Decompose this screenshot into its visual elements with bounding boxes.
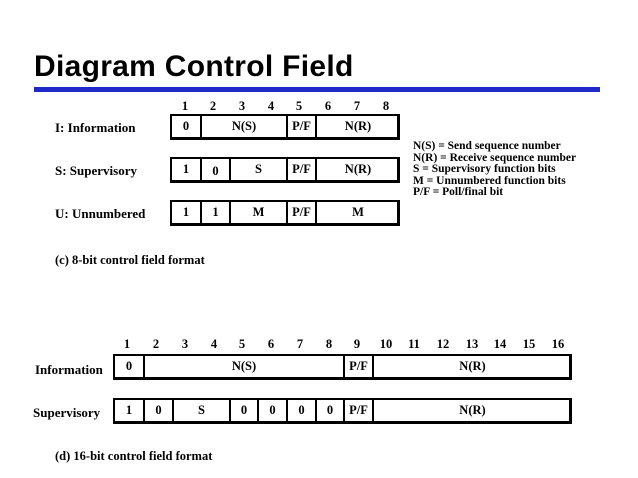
field-bit-1: 1 bbox=[182, 162, 190, 176]
field-ns: N(S) bbox=[143, 356, 343, 377]
frame-s-supervisory bbox=[170, 157, 400, 183]
legend-item: S = Supervisory function bits bbox=[413, 163, 556, 175]
bit-number: 11 bbox=[408, 337, 420, 351]
legend bbox=[413, 141, 576, 199]
bit-number: 16 bbox=[551, 337, 565, 351]
field-pf: P/F bbox=[286, 116, 315, 137]
bit-number: 13 bbox=[465, 337, 479, 351]
bit-number: 8 bbox=[325, 337, 333, 351]
field-m: M bbox=[315, 202, 399, 223]
field-bit-0: 0 bbox=[182, 119, 190, 133]
bit-number: 1 bbox=[123, 337, 131, 351]
field-reserved-0: 0 bbox=[315, 400, 343, 421]
page-title: Diagram Control Field bbox=[34, 50, 354, 83]
bit-number: 4 bbox=[267, 99, 275, 113]
bit-number: 3 bbox=[181, 337, 189, 351]
field-nr: N(R) bbox=[372, 356, 571, 377]
title-underline bbox=[34, 87, 600, 92]
field-pf: P/F bbox=[343, 356, 372, 377]
row-label-i-information: I: Information bbox=[55, 120, 136, 135]
field-pf: P/F bbox=[286, 202, 315, 223]
bit-number: 6 bbox=[267, 337, 275, 351]
legend-item: N(S) = Send sequence number bbox=[413, 140, 561, 152]
field-bit-0: 0 bbox=[125, 359, 133, 373]
bit-number: 8 bbox=[382, 99, 390, 113]
field-reserved-0: 0 bbox=[229, 400, 257, 421]
bit-number: 9 bbox=[353, 337, 361, 351]
row-label-information: Information bbox=[35, 362, 103, 377]
bit-number: 10 bbox=[379, 337, 393, 351]
row-label-supervisory: Supervisory bbox=[33, 405, 101, 420]
field-bit-0: 0 bbox=[200, 159, 229, 180]
field-nr: N(R) bbox=[315, 159, 399, 180]
field-reserved-0: 0 bbox=[257, 400, 286, 421]
caption-16bit: (d) 16-bit control field format bbox=[55, 449, 213, 463]
bit-number: 1 bbox=[181, 99, 189, 113]
frame-information-16bit bbox=[113, 354, 572, 380]
row-label-s-supervisory: S: Supervisory bbox=[55, 163, 137, 178]
field-bit-0: 0 bbox=[143, 400, 172, 421]
bit-number: 5 bbox=[295, 99, 303, 113]
caption-8bit: (c) 8-bit control field format bbox=[55, 253, 205, 267]
bit-number: 2 bbox=[209, 99, 217, 113]
legend-item: P/F = Poll/final bit bbox=[413, 186, 504, 198]
field-nr: N(R) bbox=[372, 400, 571, 421]
field-ns: N(S) bbox=[200, 116, 286, 137]
bit-number: 2 bbox=[152, 337, 160, 351]
legend-item: N(R) = Receive sequence number bbox=[413, 151, 577, 164]
bit-number: 15 bbox=[522, 337, 536, 351]
frame-i-information bbox=[170, 114, 400, 140]
field-pf: P/F bbox=[343, 400, 372, 421]
bit-number: 4 bbox=[210, 337, 218, 351]
field-bit-1: 1 bbox=[182, 205, 190, 219]
bit-number: 3 bbox=[238, 99, 246, 113]
frame-supervisory-16bit bbox=[113, 398, 572, 424]
field-pf: P/F bbox=[286, 159, 315, 180]
row-label-u-unnumbered: U: Unnumbered bbox=[55, 206, 146, 221]
field-nr: N(R) bbox=[315, 116, 399, 137]
field-bit-1: 1 bbox=[125, 403, 133, 417]
bit-number: 7 bbox=[353, 99, 361, 113]
field-s: S bbox=[229, 159, 286, 180]
field-bit-1: 1 bbox=[200, 202, 229, 223]
legend-item: M = Unnumbered function bits bbox=[413, 174, 566, 187]
field-m: M bbox=[229, 202, 286, 223]
field-s: S bbox=[172, 400, 229, 421]
bit-number: 7 bbox=[296, 337, 304, 351]
bit-number: 5 bbox=[238, 337, 246, 351]
bit-number: 12 bbox=[436, 337, 450, 351]
frame-u-unnumbered bbox=[170, 200, 400, 226]
field-reserved-0: 0 bbox=[286, 400, 315, 421]
bit-number: 14 bbox=[493, 337, 507, 351]
bit-number: 6 bbox=[324, 99, 332, 113]
